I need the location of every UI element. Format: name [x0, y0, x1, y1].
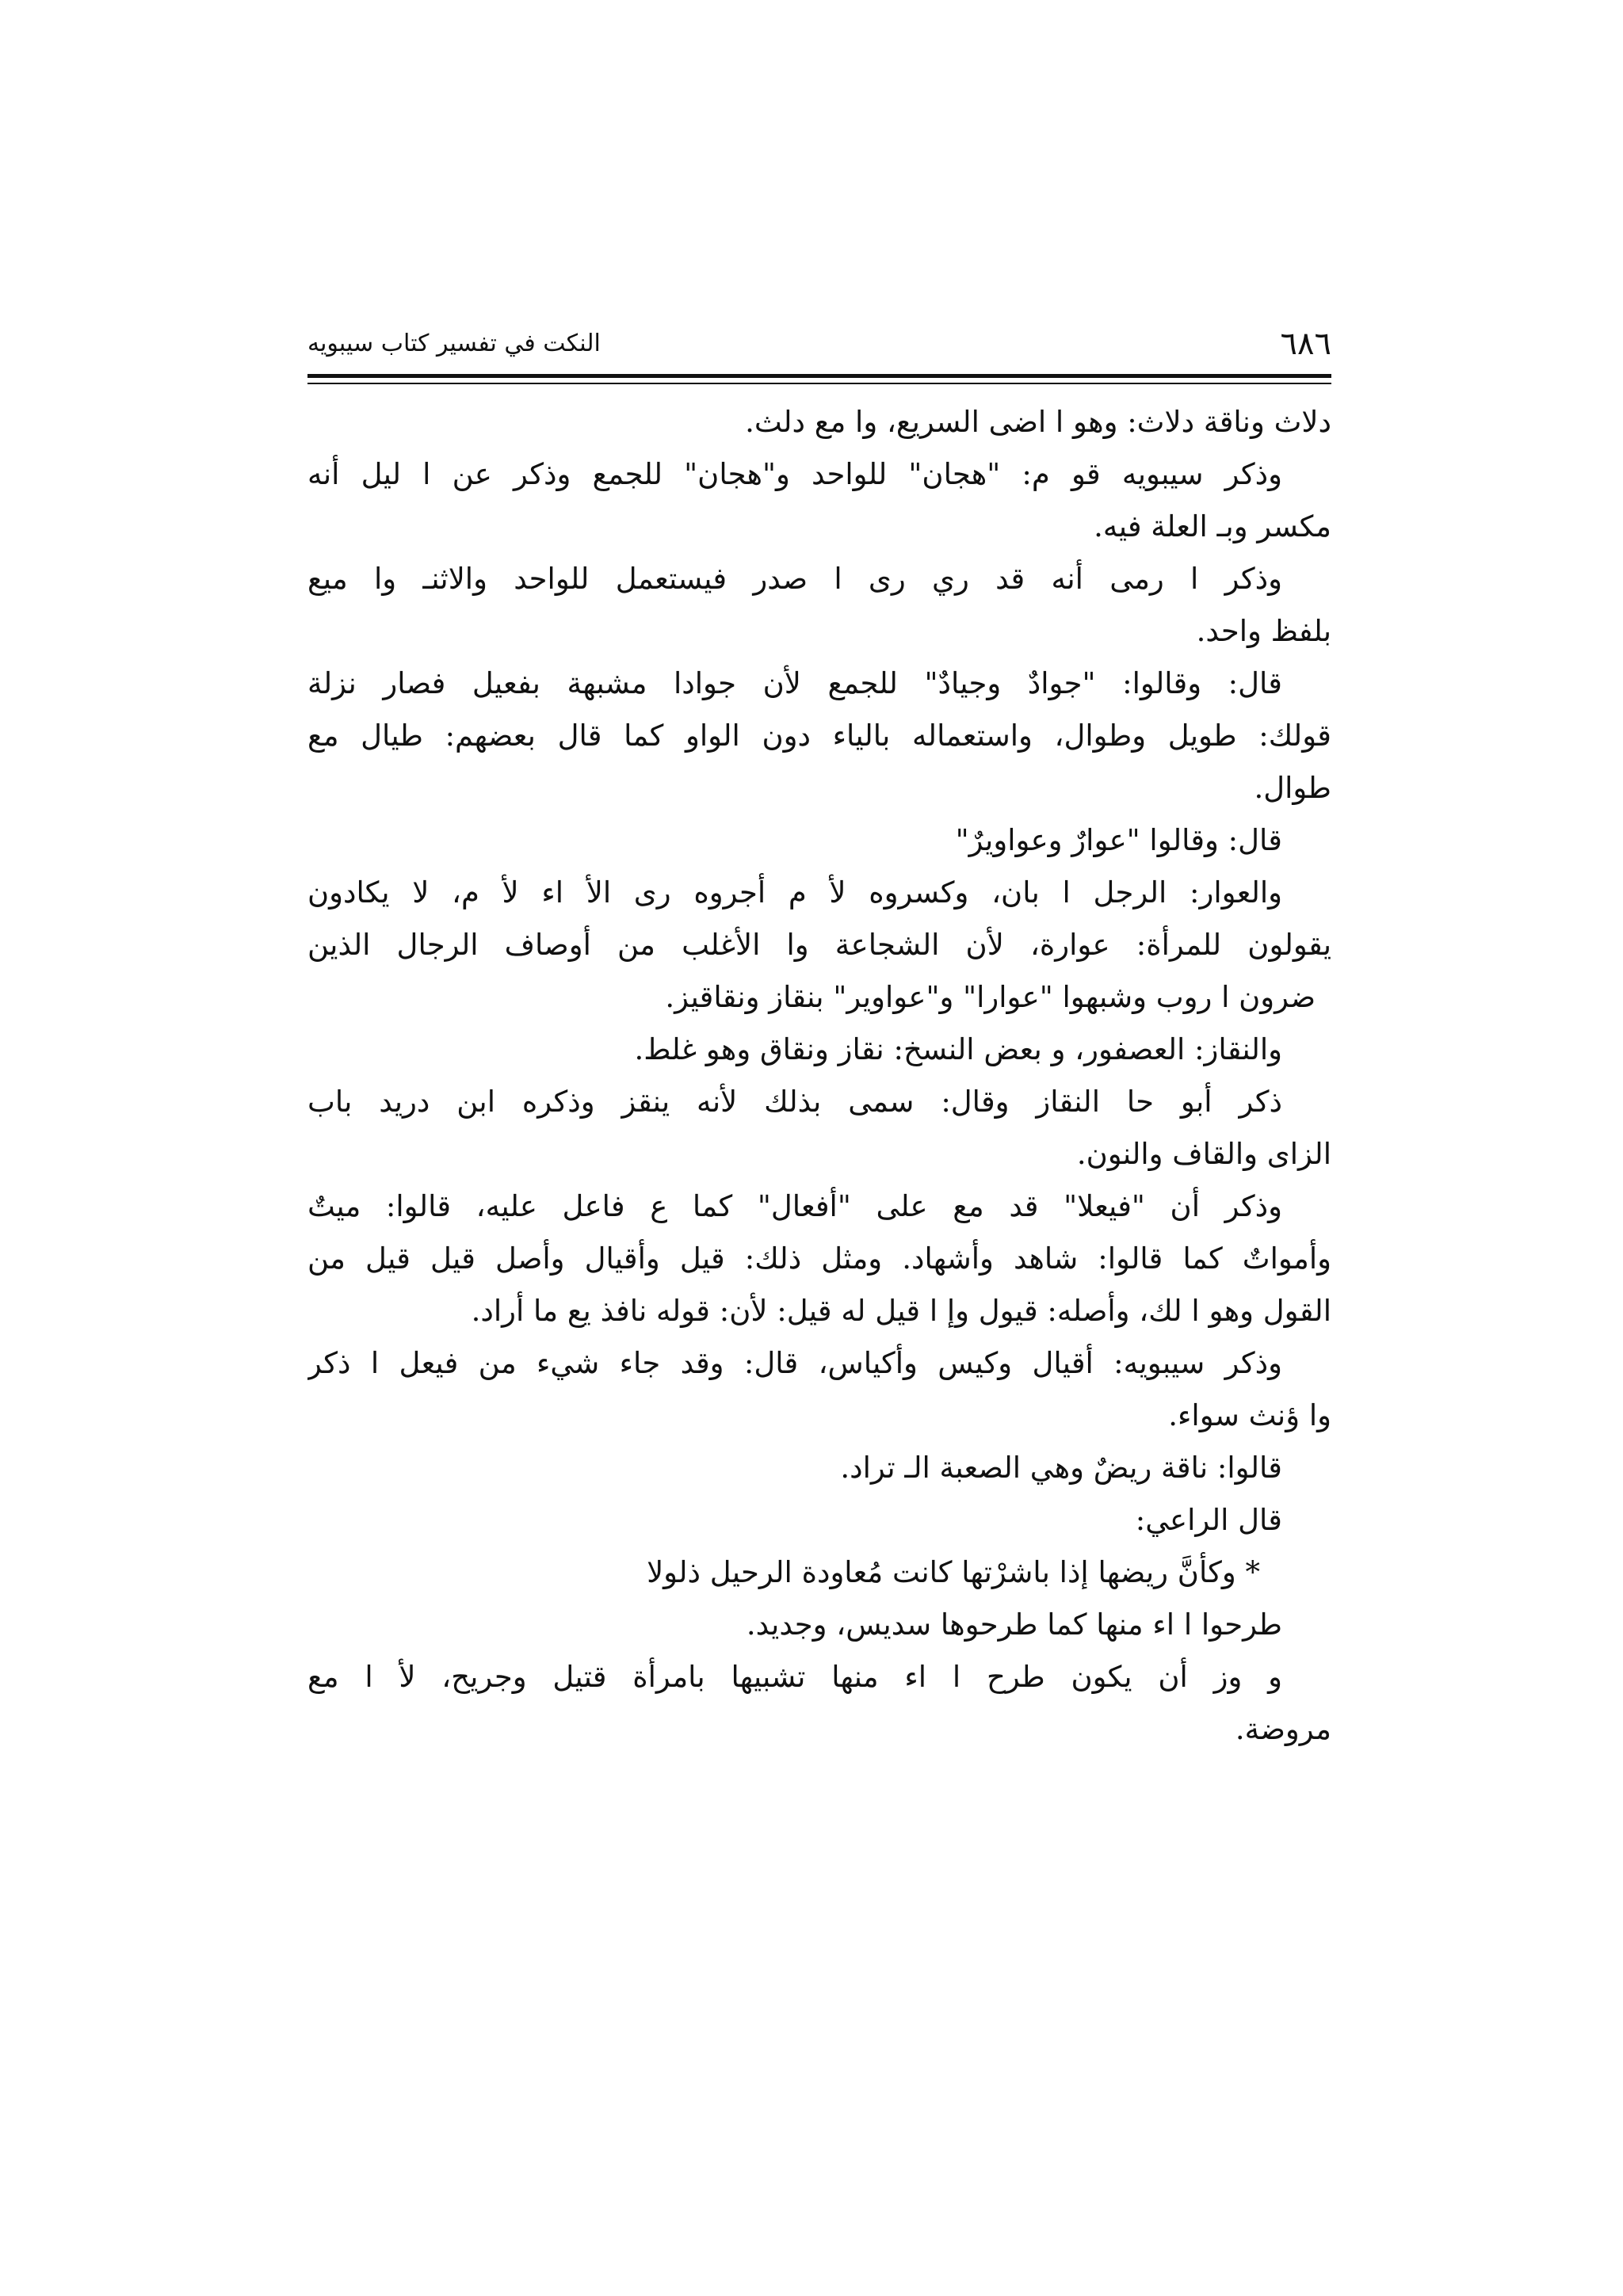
- text-line: الزاى والقاف والنون.: [1076, 1137, 1331, 1171]
- text-line: و وز أن يكون طرح ا اء منها تشبيها بامرأة قتيل وجريح، لأ ا مع: [307, 1660, 1282, 1694]
- text-line: وأمواتٌ كما قالوا: شاهد وأشهاد. ومثل ذلك: قيل وأقيال وأصل قيل قيل من: [307, 1241, 1331, 1276]
- text-line: قال: وقالوا "عوارٌ وعواويرٌ": [955, 823, 1282, 857]
- text-line: قال: وقالوا: "جوادٌ وجيادٌ" للجمع لأن جوادا مشبهة بفعيل فصار نزلة: [307, 666, 1282, 700]
- header-rule-thick: [307, 374, 1331, 378]
- text-line: طرحوا ا اء منها كما طرحوها سديس، وجديد.: [746, 1608, 1282, 1642]
- text-line: وذكر أن "فيعلا" قد مع على "أفعال" كما ع فاعل عليه، قالوا: ميتٌ: [307, 1189, 1282, 1223]
- text-line: قولك: طويل وطوال، واستعماله بالياء دون الواو كما قال بعضهم: طيال مع: [307, 719, 1331, 753]
- text-line: بلفظ واحد.: [1196, 614, 1331, 648]
- header-rule-thin: [307, 383, 1331, 384]
- text-line: ذكر أبو حا النقاز وقال: سمى بذلك لأنه ينقز وذكره ابن دريد باب: [307, 1085, 1282, 1119]
- text-line: طوال.: [1254, 771, 1331, 805]
- text-line: القول وهو ا لك، وأصله: قيول وإ ا قيل له قيل: لأن: قوله نافذ يع ما أراد.: [471, 1294, 1331, 1328]
- book-title: النكت في تفسير كتاب سيبويه: [307, 330, 601, 357]
- text-line: دلاث وناقة دلاث: وهو ا اضى السريع، وا مع دلث.: [745, 405, 1331, 439]
- text-line: والنقاز: العصفور، و بعض النسخ: نقاز ونقاق وهو غلط.: [634, 1032, 1282, 1066]
- text-line: مكسر وبـ العلة فيه.: [1094, 509, 1331, 543]
- text-line: وا ؤنث سواء.: [1168, 1398, 1331, 1432]
- text-line: قالوا: ناقة ريضٌ وهي الصعبة الـ تراد.: [840, 1451, 1282, 1485]
- running-header: [307, 320, 1331, 368]
- body-text: [307, 396, 1331, 1756]
- verse-line: * وكأنَّ ريضها إذا باشرْتها كانت مُعاودة الرحيل ذلولا: [647, 1555, 1260, 1589]
- text-line: وذكر سيبويه قو م: "هجان" للواحد و"هجان" للجمع وذكر عن ا ليل أنه: [307, 457, 1282, 491]
- text-line: والعوار: الرجل ا بان، وكسروه لأ م أجروه رى الأ اء لأ م، لا يكادون: [307, 875, 1282, 910]
- text-line: وذكر سيبويه: أقيال وكيس وأكياس، قال: وقد جاء شيء من فيعل ا ذكر: [307, 1346, 1282, 1380]
- text-line: يقولون للمرأة: عوارة، لأن الشجاعة وا الأغلب من أوصاف الرجال الذين: [307, 928, 1331, 962]
- page-number: ٦٨٦: [1280, 326, 1331, 362]
- text-line: قال الراعي:: [1135, 1503, 1282, 1537]
- text-line: وذكر ا رمى أنه قد ري رى ا صدر فيستعمل للواحد والاثنـ وا ميع: [307, 562, 1282, 596]
- text-line: ضرون ا روب وشبهوا "عوارا" و"عواوير" بنقاز ونقاقيز.: [665, 980, 1316, 1014]
- text-line: مروضة.: [1235, 1712, 1331, 1746]
